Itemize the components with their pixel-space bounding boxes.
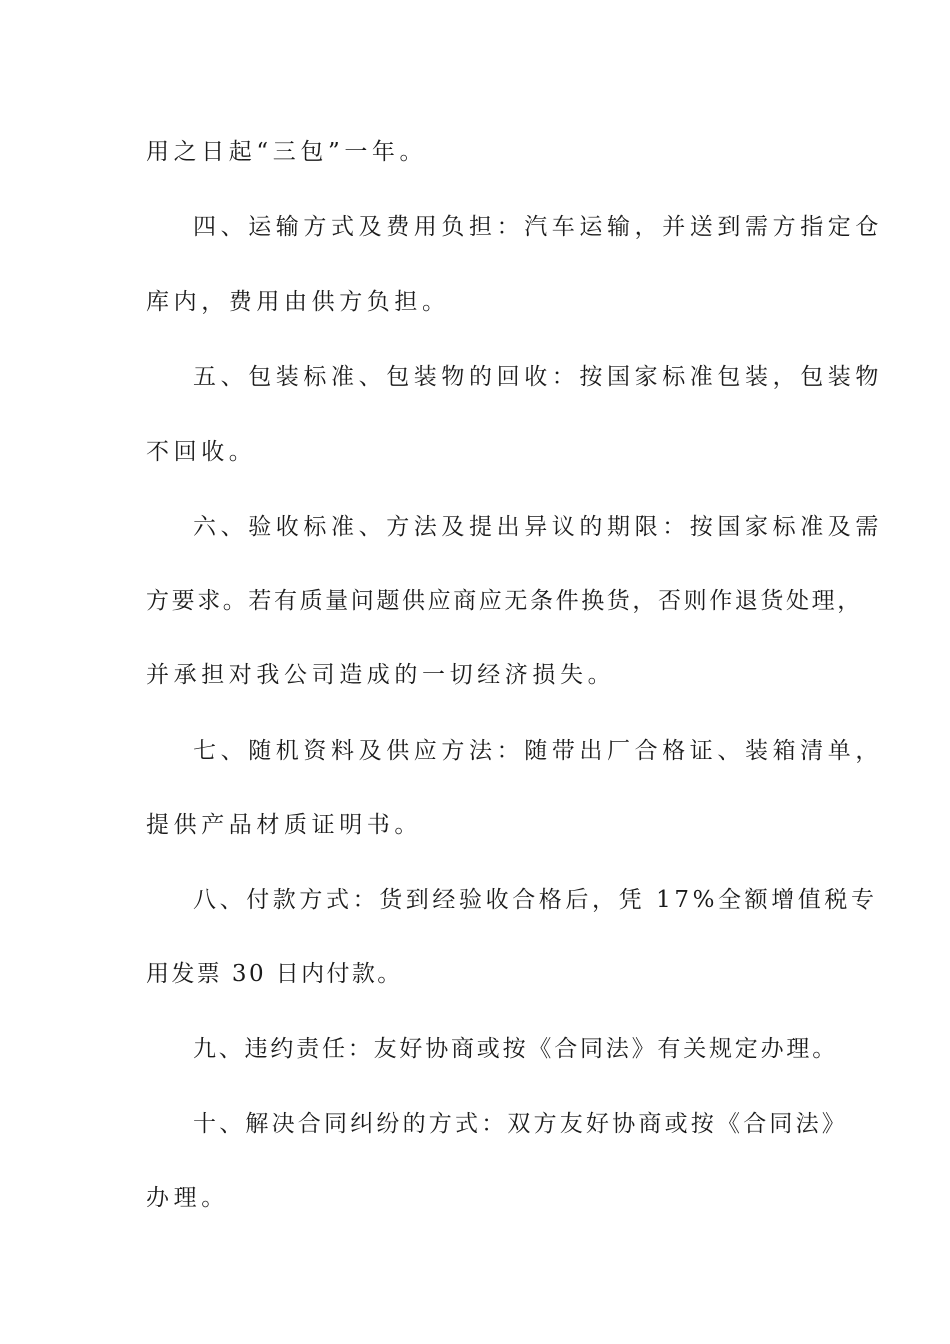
text-line: 库内，费用由供方负担。 xyxy=(146,289,450,315)
clause-10-line: 十、解决合同纠纷的方式：双方友好协商或按《合同法》 xyxy=(193,1111,848,1137)
clause-7-line: 七、随机资料及供应方法：随带出厂合格证、装箱清单， xyxy=(193,738,883,764)
clause-5-line: 五、包装标准、包装物的回收：按国家标准包装，包装物 xyxy=(193,364,883,390)
text-line: 提供产品材质证明书。 xyxy=(146,812,422,838)
text-line: 用发票 30 日内付款。 xyxy=(146,961,403,987)
text-line: 办理。 xyxy=(146,1185,229,1211)
clause-4-line: 四、运输方式及费用负担：汽车运输，并送到需方指定仓 xyxy=(193,214,883,240)
clause-8-line: 八、付款方式：货到经验收合格后，凭 17%全额增值税专 xyxy=(193,887,878,913)
text-line: 方要求。若有质量问题供应商应无条件换货，否则作退货处理， xyxy=(146,588,863,614)
text-line: 并承担对我公司造成的一切经济损失。 xyxy=(146,662,616,688)
clause-9-line: 九、违约责任：友好协商或按《合同法》有关规定办理。 xyxy=(193,1036,838,1062)
text-line: 用之日起“三包”一年。 xyxy=(146,139,428,165)
text-line: 不回收。 xyxy=(146,439,257,465)
clause-6-line: 六、验收标准、方法及提出异议的期限：按国家标准及需 xyxy=(193,514,883,540)
